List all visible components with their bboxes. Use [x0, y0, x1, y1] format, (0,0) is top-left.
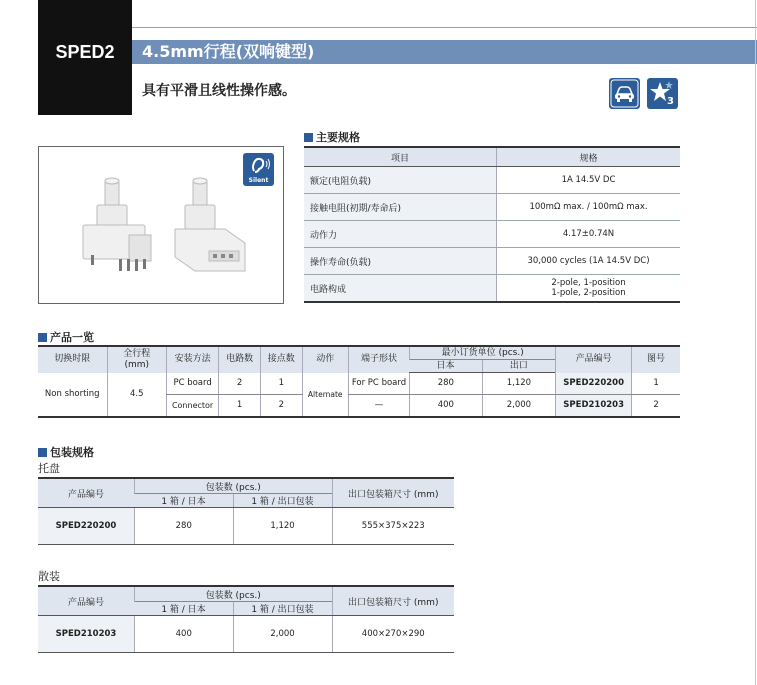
cell-terminal: For PC board — [348, 373, 409, 395]
specs-header-value: 规格 — [497, 147, 681, 167]
specs-table — [304, 146, 680, 303]
cell-part-no: SPED220200 — [38, 508, 135, 545]
table-row — [304, 248, 680, 275]
table-row — [304, 221, 680, 248]
cell-action: Alternate — [302, 373, 348, 418]
spec-value: 100mΩ max. / 100mΩ max. — [497, 194, 681, 221]
col-carton: 出口包装箱尺寸 (mm) — [332, 478, 454, 508]
table-row — [304, 167, 680, 194]
spec-value-line-2: 1-pole, 2-position — [551, 288, 626, 298]
spec-item: 动作力 — [304, 221, 497, 248]
specs-section-label: 主要规格 — [316, 131, 360, 144]
spec-item: 接触电阻(初期/寿命后) — [304, 194, 497, 221]
cell-travel: 4.5 — [107, 373, 166, 418]
packaging-section-title — [38, 444, 94, 460]
switch-2-illustration — [175, 178, 245, 271]
col-qty: 包装数 (pcs.) — [135, 478, 333, 494]
star-badge-number: 3 — [667, 96, 674, 107]
product-list-section-label: 产品一览 — [50, 331, 94, 344]
page-subtitle: 具有平滑且线性操作感。 — [142, 83, 296, 99]
spec-value: 30,000 cycles (1A 14.5V DC) — [497, 248, 681, 275]
col-circuits: 电路数 — [219, 346, 261, 373]
cell-japan: 400 — [135, 616, 234, 653]
bulk-table — [38, 585, 454, 653]
section-square-icon — [38, 448, 47, 457]
car-icon — [609, 78, 640, 109]
col-qty: 包装数 (pcs.) — [135, 586, 333, 602]
col-part-no: 产品编号 — [556, 346, 632, 373]
col-switch-type: 切换时限 — [38, 346, 107, 373]
cell-part-no: SPED220200 — [556, 373, 632, 395]
specs-header-item: 项目 — [304, 147, 497, 167]
spec-value: 1A 14.5V DC — [497, 167, 681, 194]
col-part-no: 产品编号 — [38, 478, 135, 508]
cell-circuits: 2 — [219, 373, 261, 395]
cell-terminal: — — [348, 395, 409, 418]
cell-part-no: SPED210203 — [38, 616, 135, 653]
cell-contacts: 1 — [260, 373, 302, 395]
cell-japan: 400 — [410, 395, 482, 418]
model-code: SPED2 — [55, 42, 115, 62]
cell-drawing: 2 — [632, 395, 680, 418]
product-list-section-title — [38, 329, 94, 345]
bulk-label: 散装 — [38, 570, 60, 583]
switch-1-illustration — [83, 178, 151, 271]
spec-value — [497, 275, 681, 303]
col-moq: 最小订货单位 (pcs.) — [410, 346, 556, 360]
col-travel-unit: (mm) — [124, 359, 149, 370]
spec-value: 4.17±0.74N — [497, 221, 681, 248]
ear-icon — [243, 153, 274, 177]
col-mounting: 安装方法 — [166, 346, 218, 373]
col-action: 动作 — [302, 346, 348, 373]
col-part-no: 产品编号 — [38, 586, 135, 616]
page-right-rule — [755, 0, 756, 685]
col-moq-export: 出口 — [482, 360, 556, 373]
cell-carton: 400×270×290 — [332, 616, 454, 653]
cell-drawing: 1 — [632, 373, 680, 395]
table-row — [38, 616, 454, 653]
col-qty-japan: 1 箱 / 日本 — [135, 494, 234, 508]
table-row — [304, 194, 680, 221]
cell-export: 1,120 — [482, 373, 556, 395]
cell-japan: 280 — [410, 373, 482, 395]
star-3-icon — [647, 78, 678, 109]
page-title: 4.5mm行程(双响键型) — [142, 42, 315, 61]
cell-mounting: PC board — [166, 373, 218, 395]
cell-export: 2,000 — [482, 395, 556, 418]
tray-label: 托盘 — [38, 462, 60, 475]
cell-contacts: 2 — [260, 395, 302, 418]
col-drawing: 图号 — [632, 346, 680, 373]
cell-export: 1,120 — [233, 508, 332, 545]
cell-circuits: 1 — [219, 395, 261, 418]
col-travel-label: 全行程 — [123, 348, 151, 359]
col-moq-japan: 日本 — [410, 360, 482, 373]
product-list-table — [38, 345, 680, 418]
table-row — [304, 275, 680, 303]
section-square-icon — [38, 333, 47, 342]
table-row — [38, 508, 454, 545]
cell-switch-type: Non shorting — [38, 373, 107, 418]
col-qty-japan: 1 箱 / 日本 — [135, 602, 234, 616]
specs-section-title — [304, 129, 360, 145]
section-square-icon — [304, 133, 313, 142]
table-row — [38, 373, 680, 395]
silent-badge — [243, 153, 274, 186]
silent-label: Silent — [248, 177, 269, 184]
tray-table — [38, 477, 454, 545]
col-travel — [107, 346, 166, 373]
col-carton: 出口包装箱尺寸 (mm) — [332, 586, 454, 616]
spec-item: 操作寿命(负载) — [304, 248, 497, 275]
col-contacts: 接点数 — [260, 346, 302, 373]
col-qty-export: 1 箱 / 出口包装 — [233, 494, 332, 508]
cell-carton: 555×375×223 — [332, 508, 454, 545]
col-qty-export: 1 箱 / 出口包装 — [233, 602, 332, 616]
cell-japan: 280 — [135, 508, 234, 545]
spec-value-line-1: 2-pole, 1-position — [551, 278, 626, 288]
spec-item: 电路构成 — [304, 275, 497, 303]
cell-mounting: Connector — [166, 395, 218, 418]
col-terminal: 端子形状 — [348, 346, 409, 373]
header-top-rule — [132, 27, 757, 28]
packaging-section-label: 包装规格 — [50, 446, 94, 459]
spec-item: 额定(电阻负载) — [304, 167, 497, 194]
cell-export: 2,000 — [233, 616, 332, 653]
cell-part-no: SPED210203 — [556, 395, 632, 418]
